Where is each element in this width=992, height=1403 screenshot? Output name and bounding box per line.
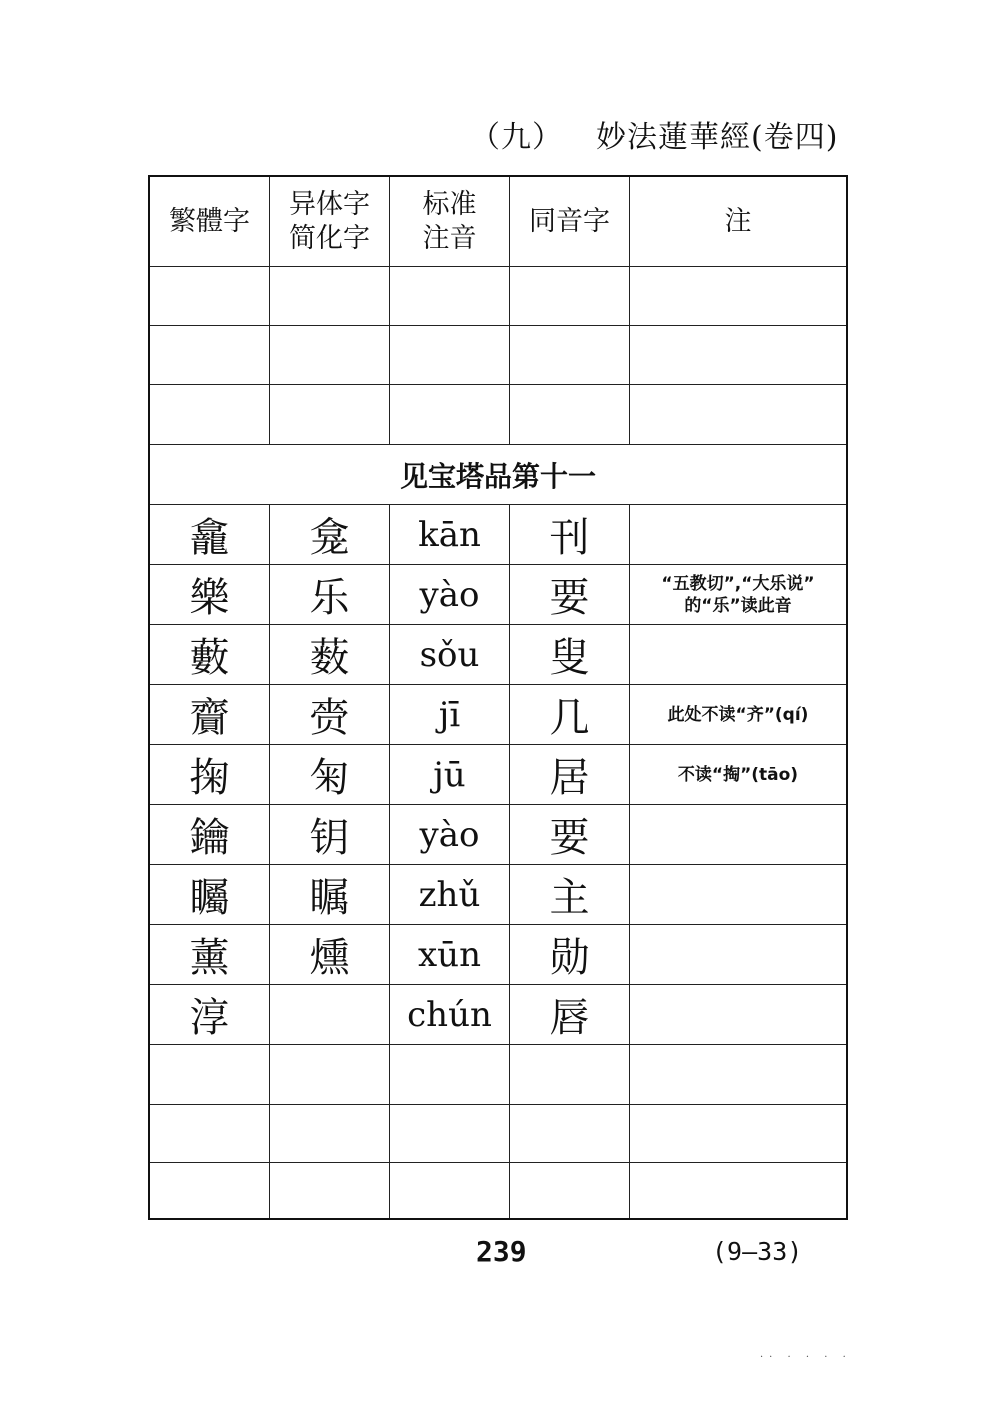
section-title: 见宝塔品第十一 xyxy=(399,459,596,493)
empty-cell xyxy=(630,1105,846,1162)
pinyin: sǒu xyxy=(390,625,510,684)
sutra-title: 妙法蓮華經(卷四) xyxy=(596,120,839,155)
homophone-char: 主 xyxy=(510,865,630,924)
page-code: (9—33) xyxy=(712,1237,803,1266)
col-traditional-label: 繁體字 xyxy=(169,205,250,237)
simplified-char: 钥 xyxy=(270,805,390,864)
table-row-empty xyxy=(150,1105,846,1163)
chapter-number: （九） xyxy=(470,120,563,155)
empty-cell xyxy=(390,326,510,384)
table-row xyxy=(150,925,846,985)
pinyin: yào xyxy=(390,565,510,624)
page-number: 239 xyxy=(476,1235,527,1268)
table-row-empty xyxy=(150,385,846,445)
traditional-char: 鑰 xyxy=(150,805,270,864)
col-note-label: 注 xyxy=(724,205,752,237)
empty-cell xyxy=(630,326,846,384)
pinyin: yào xyxy=(390,805,510,864)
empty-cell xyxy=(150,1105,270,1162)
empty-cell xyxy=(270,1045,390,1104)
table-row-empty xyxy=(150,267,846,326)
col-variant-simplified xyxy=(270,177,390,266)
traditional-char: 淳 xyxy=(150,985,270,1044)
traditional-char: 掬 xyxy=(150,745,270,804)
table-row xyxy=(150,865,846,925)
table-row xyxy=(150,985,846,1045)
table-row-empty xyxy=(150,326,846,385)
simplified-char: 薮 xyxy=(270,625,390,684)
empty-cell xyxy=(510,1105,630,1162)
table-row xyxy=(150,505,846,565)
homophone-char: 几 xyxy=(510,685,630,744)
simplified-char: 匊 xyxy=(270,745,390,804)
character-table xyxy=(148,175,848,1220)
col-homophone-label: 同音字 xyxy=(529,205,610,237)
homophone-char: 叟 xyxy=(510,625,630,684)
col-pronunciation-label: 标准 注音 xyxy=(422,188,477,254)
pinyin: jū xyxy=(390,745,510,804)
empty-cell xyxy=(390,267,510,325)
note: 此处不读“齐”(qí) xyxy=(667,704,809,725)
note: 不读“掏”(tāo) xyxy=(677,764,799,785)
traditional-char: 齎 xyxy=(150,685,270,744)
homophone-char: 要 xyxy=(510,565,630,624)
simplified-char: 赍 xyxy=(270,685,390,744)
homophone-char: 刊 xyxy=(510,505,630,564)
col-traditional xyxy=(150,177,270,266)
empty-cell xyxy=(510,1045,630,1104)
table-row xyxy=(150,625,846,685)
simplified-char xyxy=(270,985,390,1044)
note xyxy=(630,625,846,684)
empty-cell xyxy=(390,1105,510,1162)
empty-cell xyxy=(510,267,630,325)
note xyxy=(630,865,846,924)
table-row xyxy=(150,805,846,865)
note xyxy=(630,505,846,564)
simplified-char: 乐 xyxy=(270,565,390,624)
traditional-char: 藪 xyxy=(150,625,270,684)
table-row xyxy=(150,565,846,625)
page-header xyxy=(470,112,860,162)
table-row-empty xyxy=(150,1045,846,1105)
table-row xyxy=(150,745,846,805)
empty-cell xyxy=(150,1045,270,1104)
simplified-char: 燻 xyxy=(270,925,390,984)
empty-cell xyxy=(630,1045,846,1104)
empty-cell xyxy=(150,385,270,444)
empty-cell xyxy=(270,1163,390,1218)
pinyin: jī xyxy=(390,685,510,744)
empty-cell xyxy=(510,385,630,444)
table-row-empty xyxy=(150,1163,846,1218)
col-variant-label: 异体字 简化字 xyxy=(289,188,370,254)
empty-cell xyxy=(390,1045,510,1104)
empty-cell xyxy=(510,1163,630,1218)
homophone-char: 要 xyxy=(510,805,630,864)
traditional-char: 樂 xyxy=(150,565,270,624)
scan-specks: ·· · · · · xyxy=(760,1352,852,1363)
pinyin: chún xyxy=(390,985,510,1044)
traditional-char: 龕 xyxy=(150,505,270,564)
traditional-char: 矚 xyxy=(150,865,270,924)
pinyin: zhǔ xyxy=(390,865,510,924)
traditional-char: 薰 xyxy=(150,925,270,984)
simplified-char: 瞩 xyxy=(270,865,390,924)
simplified-char: 龛 xyxy=(270,505,390,564)
col-pronunciation xyxy=(390,177,510,266)
col-note xyxy=(630,177,846,266)
empty-cell xyxy=(270,385,390,444)
empty-cell xyxy=(270,267,390,325)
note xyxy=(630,805,846,864)
empty-cell xyxy=(150,1163,270,1218)
homophone-char: 唇 xyxy=(510,985,630,1044)
pinyin: kān xyxy=(390,505,510,564)
pinyin: xūn xyxy=(390,925,510,984)
table-header-row xyxy=(150,177,846,267)
homophone-char: 勋 xyxy=(510,925,630,984)
empty-cell xyxy=(150,267,270,325)
empty-cell xyxy=(630,385,846,444)
empty-cell xyxy=(390,385,510,444)
table-row xyxy=(150,685,846,745)
empty-cell xyxy=(630,267,846,325)
section-title-row xyxy=(150,445,846,505)
note: “五教切”,“大乐说” 的“乐”读此音 xyxy=(661,573,815,616)
empty-cell xyxy=(630,1163,846,1218)
col-homophone xyxy=(510,177,630,266)
note xyxy=(630,985,846,1044)
empty-cell xyxy=(150,326,270,384)
homophone-char: 居 xyxy=(510,745,630,804)
note xyxy=(630,925,846,984)
empty-cell xyxy=(510,326,630,384)
empty-cell xyxy=(390,1163,510,1218)
empty-cell xyxy=(270,1105,390,1162)
empty-cell xyxy=(270,326,390,384)
